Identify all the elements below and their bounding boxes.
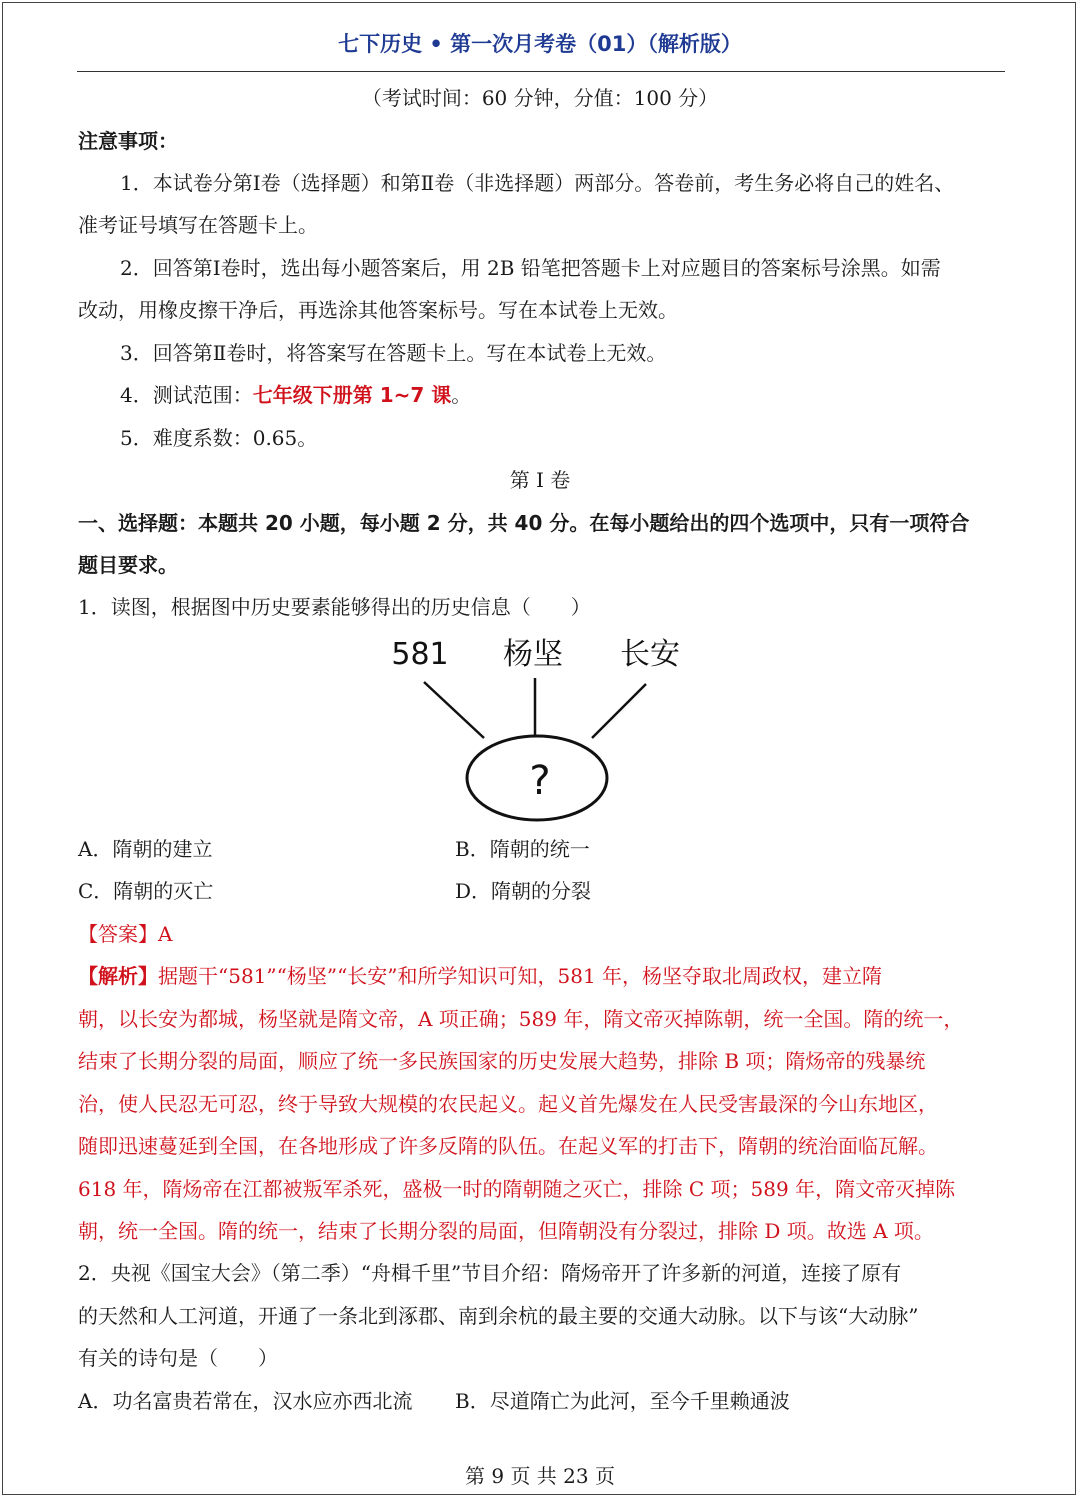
note-item-4-prefix: 4．测试范围： — [120, 383, 253, 407]
analysis-label: 【解析】 — [78, 964, 158, 988]
question-1-analysis-line-5: 随即迅速蔓延到全国，在各地形成了许多反隋的队伍。在起义军的打击下，隋朝的统治面临瓦解。 — [78, 1134, 938, 1158]
note-item-5: 5．难度系数：0.65。 — [120, 426, 318, 450]
question-1-option-d: D．隋朝的分裂 — [455, 879, 592, 903]
question-2-option-a: A．功名富贵若常在，汉水应亦西北流 — [78, 1389, 413, 1413]
note-item-2-line-2: 改动，用橡皮擦干净后，再选涂其他答案标号。写在本试卷上无效。 — [78, 298, 678, 322]
page-number: 第 9 页 共 23 页 — [465, 1464, 615, 1488]
question-2-stem-line-3: 有关的诗句是（ ） — [78, 1346, 278, 1370]
diagram-connector-left — [424, 682, 484, 738]
note-item-2-line-1: 2．回答第Ⅰ卷时，选出每小题答案后，用 2B 铅笔把答题卡上对应题目的答案标号涂黑。如需 — [120, 256, 941, 280]
note-item-4-suffix: 。 — [451, 383, 472, 407]
note-item-1-line-2: 准考证号填写在答题卡上。 — [78, 213, 318, 237]
diagram-label-year: 581 — [391, 637, 449, 672]
question-1-analysis-line-1 — [78, 962, 1006, 990]
note-item-4 — [120, 381, 1048, 409]
question-1-option-b: B．隋朝的统一 — [455, 837, 590, 861]
question-1-diagram — [380, 628, 700, 828]
question-1-option-a: A．隋朝的建立 — [78, 837, 213, 861]
question-2-stem-line-1: 2．央视《国宝大会》（第二季）“舟楫千里”节目介绍：隋炀帝开了许多新的河道，连接了原有 — [78, 1261, 902, 1285]
question-1-analysis-line-2: 朝，以长安为都城，杨坚就是隋文帝，A 项正确；589 年，隋文帝灭掉陈朝，统一全国。隋的统一， — [78, 1007, 964, 1031]
question-1-answer: 【答案】A — [78, 922, 173, 946]
diagram-label-place: 长安 — [620, 637, 680, 672]
question-1-analysis-line-6: 618 年，隋炀帝在江都被叛军杀死，盛极一时的隋朝随之灭亡，排除 C 项；589 年，隋文帝灭掉陈 — [78, 1177, 956, 1201]
section-heading-line-1: 一、选择题：本题共 20 小题，每小题 2 分，共 40 分。在每小题给出的四个选项中，只有一项符合 — [78, 511, 970, 535]
diagram-label-person: 杨坚 — [503, 637, 563, 672]
volume-title: 第 I 卷 — [509, 468, 571, 492]
question-1-analysis-line-4: 治，使人民忍无可忍，终于导致大规模的农民起义。起义首先爆发在人民受害最深的今山东地区， — [78, 1092, 938, 1116]
question-1-analysis-line-7: 朝，统一全国。隋的统一，结束了长期分裂的局面，但隋朝没有分裂过，排除 D 项。故选 A 项。 — [78, 1219, 934, 1243]
diagram-connector-right — [592, 684, 646, 738]
document-title: 七下历史 • 第一次月考卷（01）（解析版） — [338, 32, 742, 56]
notes-heading: 注意事项： — [78, 129, 178, 153]
test-scope-highlight: 七年级下册第 1~7 课 — [252, 383, 452, 407]
question-1-option-c: C．隋朝的灭亡 — [78, 879, 214, 903]
note-item-1-line-1: 1．本试卷分第Ⅰ卷（选择题）和第Ⅱ卷（非选择题）两部分。答卷前，考生务必将自己的姓名、 — [120, 171, 955, 195]
diagram-question-mark: ? — [529, 758, 551, 804]
section-heading-line-2: 题目要求。 — [78, 553, 178, 577]
exam-info: （考试时间：60 分钟，分值：100 分） — [361, 86, 719, 110]
analysis-text-1: 据题干“581”“杨坚”“长安”和所学知识可知，581 年，杨坚夺取北周政权，建立隋 — [158, 964, 883, 988]
question-1-stem: 1．读图，根据图中历史要素能够得出的历史信息（ ） — [78, 595, 591, 619]
header-divider — [77, 71, 1005, 72]
question-1-analysis-line-3: 结束了长期分裂的局面，顺应了统一多民族国家的历史发展大趋势，排除 B 项；隋炀帝的残暴统 — [78, 1049, 926, 1073]
question-2-stem-line-2: 的天然和人工河道，开通了一条北到涿郡、南到余杭的最主要的交通大动脉。以下与该“大动脉” — [78, 1304, 919, 1328]
question-2-option-b: B．尽道隋亡为此河，至今千里赖通波 — [455, 1389, 790, 1413]
note-item-3: 3．回答第Ⅱ卷时，将答案写在答题卡上。写在本试卷上无效。 — [120, 341, 667, 365]
